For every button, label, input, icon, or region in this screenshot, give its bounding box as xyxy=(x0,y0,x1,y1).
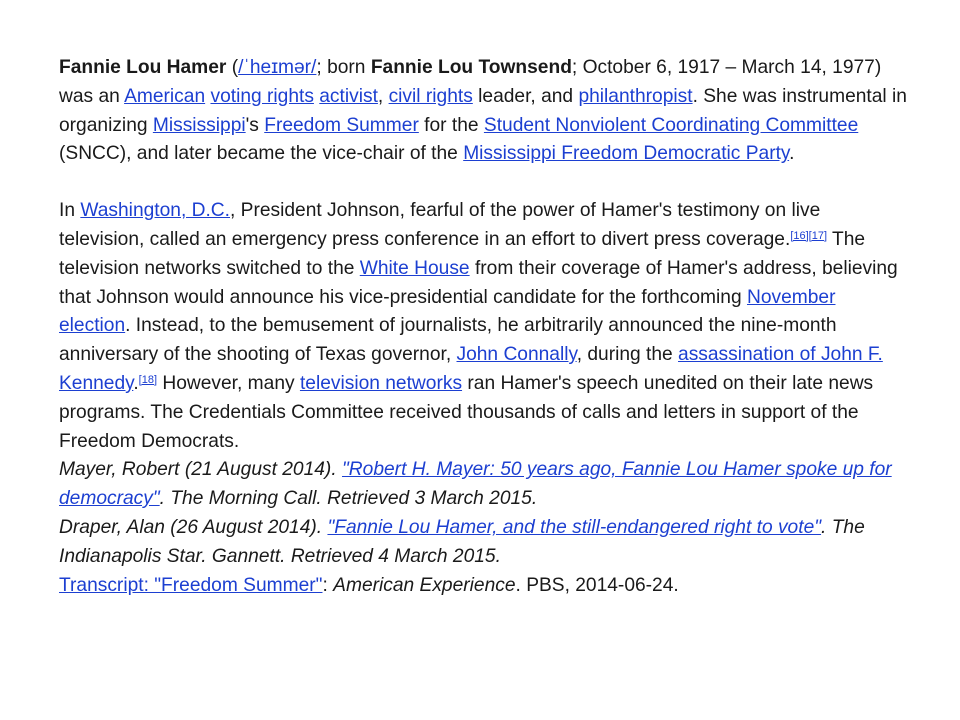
text-span: . PBS, 2014-06-24. xyxy=(515,574,679,596)
link-civil-rights[interactable]: civil rights xyxy=(388,85,473,107)
link-ref-mayer-article[interactable]: "Robert H. Mayer: 50 years ago, Fannie Lou Hamer spoke up for democracy" xyxy=(59,459,892,510)
text-span: Mayer, Robert (21 August 2014). xyxy=(59,459,342,481)
text-span: Draper, Alan (26 August 2014). xyxy=(59,516,328,538)
text-span: . She was instrumental in organizing xyxy=(59,85,907,136)
text-span: leader, and xyxy=(472,85,579,107)
reference-transcript xyxy=(59,572,909,601)
link-ref-draper-article[interactable]: "Fannie Lou Hamer, and the still-endangered right to vote" xyxy=(327,516,822,538)
link-washington-dc[interactable]: Washington, D.C. xyxy=(80,200,230,222)
text-span: . xyxy=(789,143,795,165)
text-span: . xyxy=(133,372,139,394)
citation-16-17[interactable]: [16][17] xyxy=(790,229,828,242)
text-span: . Instead, to the bemusement of journalists, he arbitrarily announced the nine-month anniversary of the shooting of Texas governor, xyxy=(59,315,837,366)
text-span: , President Johnson, fearful of the power of Hamer's testimony on live television, called an emergency press conference in an effort to divert press coverage. xyxy=(59,200,821,250)
text-span: : xyxy=(322,574,334,596)
testimony-paragraph xyxy=(59,197,909,456)
text-span: ; October 6, 1917 – March 14, 1977) was an xyxy=(59,57,882,107)
text-span: ; born xyxy=(316,57,371,78)
link-american[interactable]: American xyxy=(124,85,206,107)
link-television-networks[interactable]: television networks xyxy=(299,372,463,394)
text-span: The television networks switched to the xyxy=(59,228,866,279)
link-mfdp[interactable]: Mississippi Freedom Democratic Party xyxy=(463,143,790,165)
citation-18[interactable]: [18] xyxy=(138,373,158,386)
link-jfk-assassination[interactable]: assassination of John F. Kennedy xyxy=(59,344,883,394)
link-white-house[interactable]: White House xyxy=(359,257,470,279)
text-span: for the xyxy=(418,114,484,136)
text-span: ( xyxy=(226,57,239,78)
ipa-link[interactable]: /ˈheɪmər/ xyxy=(238,57,317,78)
link-november-election[interactable]: November election xyxy=(59,286,836,337)
link-mississippi[interactable]: Mississippi xyxy=(152,114,246,136)
text-span: ran Hamer's speech unedited on their late news programs. The Credentials Committee received thousands of calls and letters in support of the Freedom Democrats. xyxy=(59,372,874,452)
text-span: . The Morning Call. Retrieved 3 March 2015. xyxy=(159,488,538,510)
text-span: However, many xyxy=(157,372,300,394)
link-philanthropist[interactable]: philanthropist xyxy=(578,85,693,107)
link-john-connally[interactable]: John Connally xyxy=(456,344,577,366)
intro-paragraph xyxy=(59,54,909,169)
link-sncc[interactable]: Student Nonviolent Coordinating Committee xyxy=(483,114,859,136)
link-freedom-summer[interactable]: Freedom Summer xyxy=(264,114,419,136)
text-span: (SNCC), and later became the vice-chair of the xyxy=(59,143,464,165)
text-span: , during the xyxy=(576,344,679,366)
paragraph-gap xyxy=(59,169,909,197)
program-title: American Experience xyxy=(333,574,516,596)
text-span: , xyxy=(377,85,389,107)
link-voting-rights[interactable]: voting rights xyxy=(210,85,314,107)
text-span: . The Indianapolis Star. Gannett. Retrieved 4 March 2015. xyxy=(59,516,865,567)
text-span: In xyxy=(59,200,81,222)
reference-draper xyxy=(59,514,909,572)
link-activist[interactable]: activist xyxy=(319,85,378,107)
reference-mayer xyxy=(59,456,909,514)
birth-name: Fannie Lou Townsend xyxy=(370,57,572,78)
link-ref-transcript[interactable]: Transcript: "Freedom Summer" xyxy=(59,574,323,596)
subject-name: Fannie Lou Hamer xyxy=(59,57,227,78)
text-span: from their coverage of Hamer's address, believing that Johnson would announce his vice-presidential candidate for the forthcoming xyxy=(59,257,898,308)
text-span: 's xyxy=(245,114,265,136)
document-body xyxy=(59,54,909,600)
